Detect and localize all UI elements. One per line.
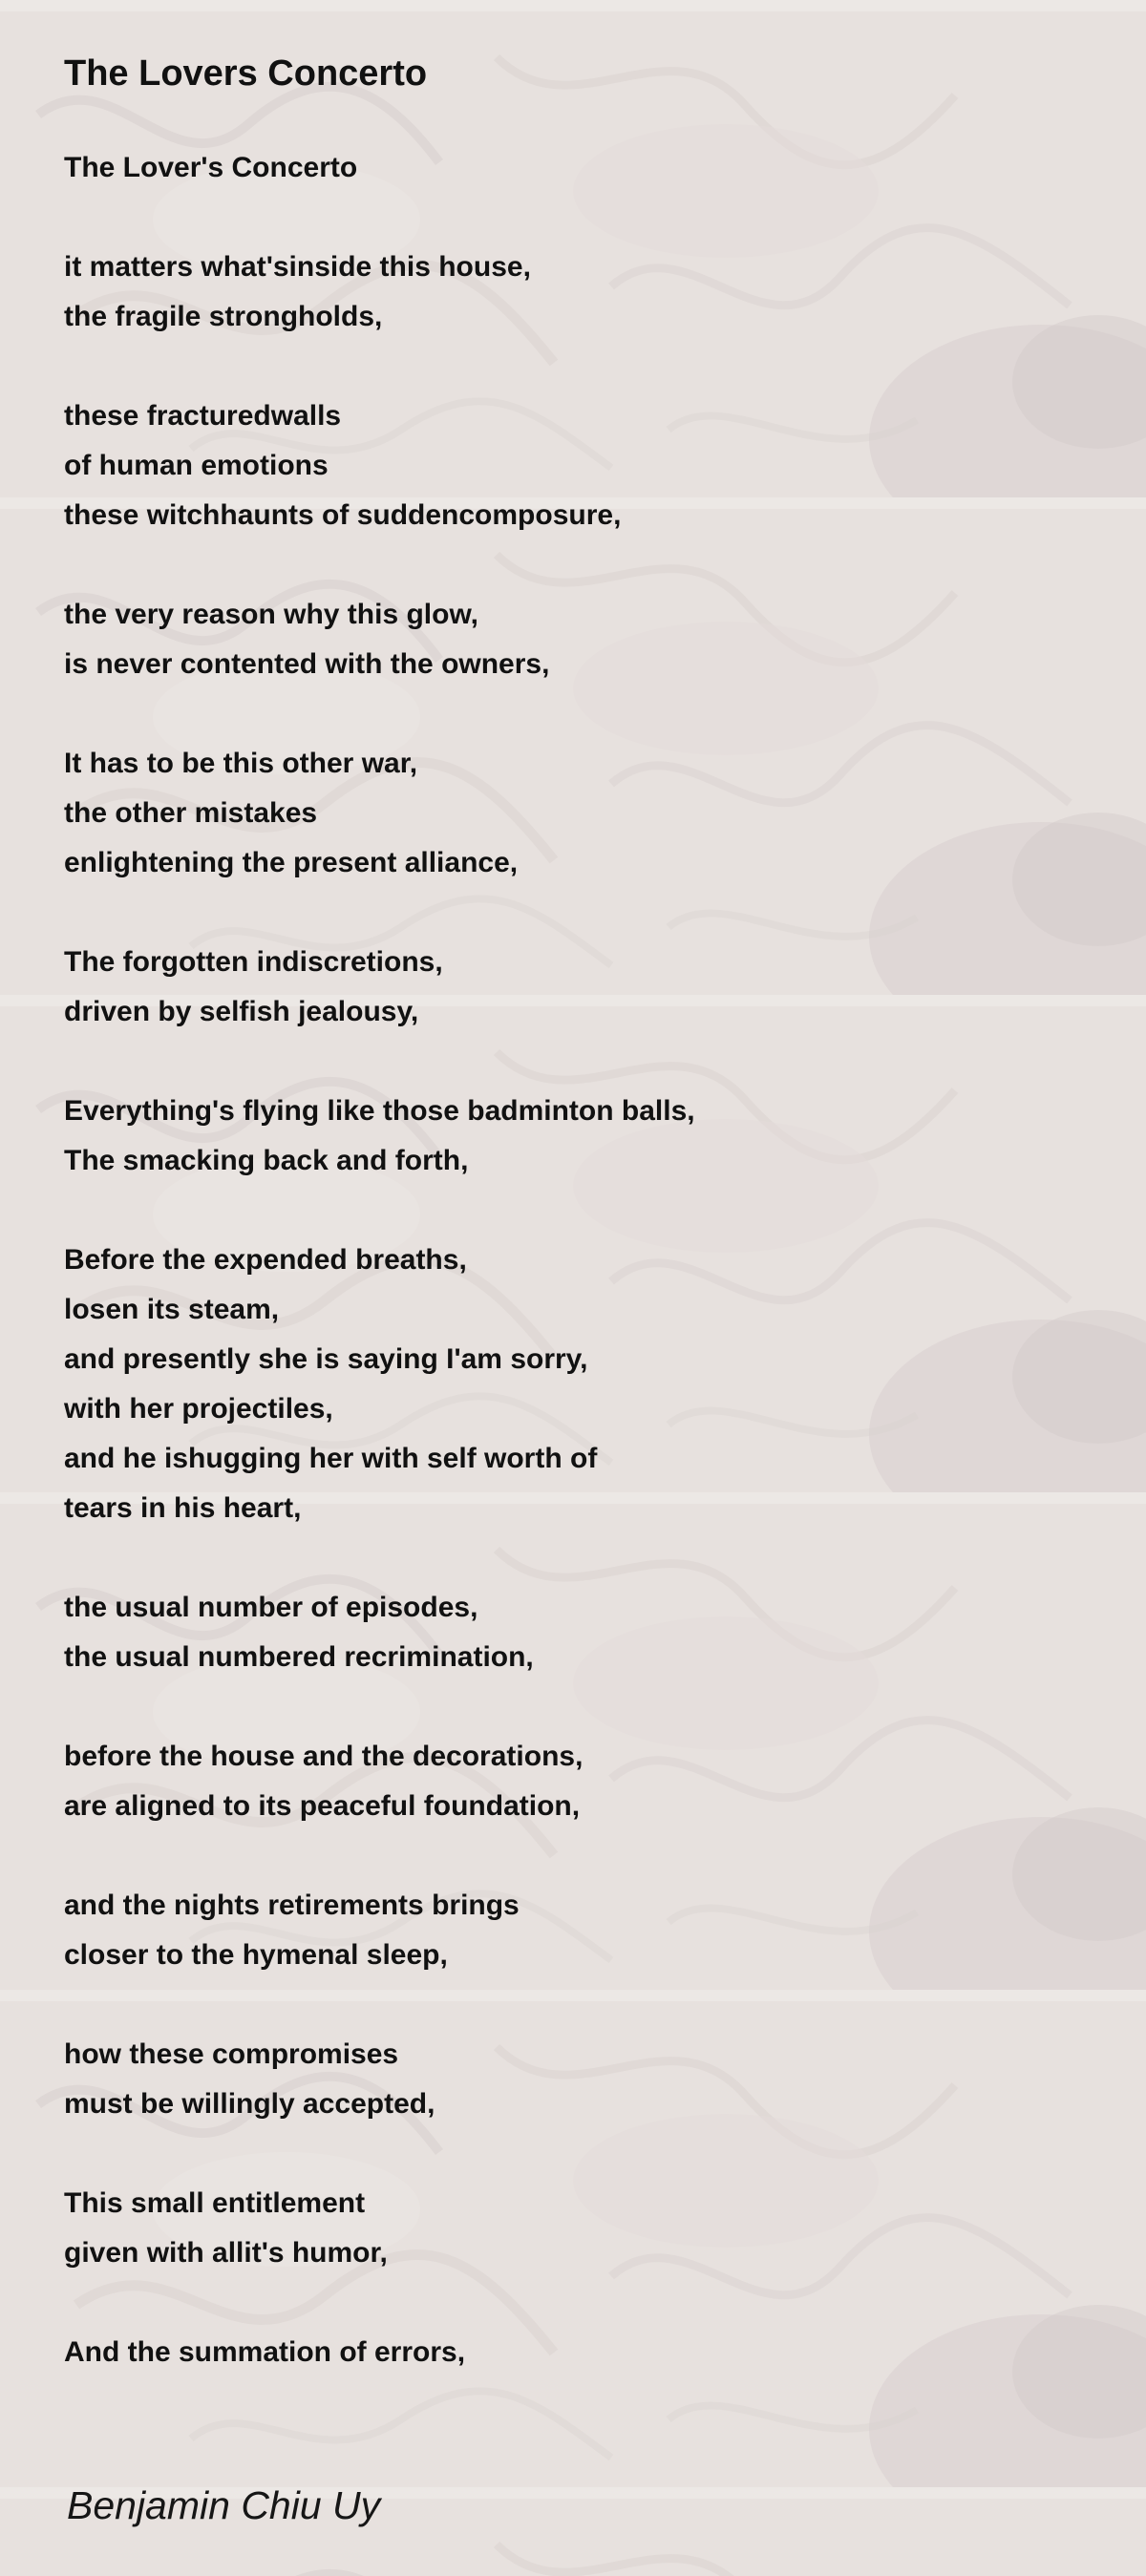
poem-line: losen its steam, xyxy=(64,1294,280,1325)
poem-line: Before the expended breaths, xyxy=(64,1244,467,1276)
poem-line: and he ishugging her with self worth of xyxy=(64,1443,598,1474)
poem-body xyxy=(64,143,695,2377)
poem-line: The Lover's Concerto xyxy=(64,152,358,183)
poem-line: the very reason why this glow, xyxy=(64,599,479,630)
poem-line: closer to the hymenal sleep, xyxy=(64,1939,448,1971)
poem-line: of human emotions xyxy=(64,450,329,481)
poem-line: and presently she is saying I'am sorry, xyxy=(64,1343,588,1375)
poem-line: it matters what'sinside this house, xyxy=(64,251,531,283)
poem-line: the usual number of episodes, xyxy=(64,1592,478,1623)
poem-author: Benjamin Chiu Uy xyxy=(67,2483,381,2527)
poem-line: must be willingly accepted, xyxy=(64,2088,435,2120)
poem-line: these fracturedwalls xyxy=(64,400,342,432)
poem-line: the fragile strongholds, xyxy=(64,301,383,332)
stanza-break xyxy=(64,2129,695,2179)
poem-line: how these compromises xyxy=(64,2038,399,2070)
poem-line: with her projectiles, xyxy=(64,1393,333,1425)
stanza-break xyxy=(64,1533,695,1583)
poem-line: The forgotten indiscretions, xyxy=(64,946,443,978)
stanza-break xyxy=(64,1037,695,1087)
stanza-break xyxy=(64,1980,695,2030)
stanza-break xyxy=(64,540,695,590)
stanza-break xyxy=(64,1186,695,1235)
stanza-break xyxy=(64,689,695,739)
poem-line: The smacking back and forth, xyxy=(64,1145,469,1176)
poem-line: the other mistakes xyxy=(64,797,318,829)
stanza-break xyxy=(64,1831,695,1881)
poem-line: enlightening the present alliance, xyxy=(64,847,519,878)
stanza-break xyxy=(64,342,695,391)
poem-line: before the house and the decorations, xyxy=(64,1741,584,1772)
poem-line: It has to be this other war, xyxy=(64,748,418,779)
poem-line: This small entitlement xyxy=(64,2187,366,2219)
poem-line: tears in his heart, xyxy=(64,1492,302,1524)
poem-line: Everything's flying like those badminton balls, xyxy=(64,1095,695,1127)
poem-line: are aligned to its peaceful foundation, xyxy=(64,1790,581,1822)
poem-line: and the nights retirements brings xyxy=(64,1890,520,1921)
stanza-break xyxy=(64,888,695,938)
stanza-break xyxy=(64,193,695,243)
poem-line: these witchhaunts of suddencomposure, xyxy=(64,499,622,531)
poem-line: is never contented with the owners, xyxy=(64,648,550,680)
poem-line: And the summation of errors, xyxy=(64,2336,466,2368)
poem-title: The Lovers Concerto xyxy=(64,53,428,94)
poem-line: given with allit's humor, xyxy=(64,2237,388,2269)
poem-line: the usual numbered recrimination, xyxy=(64,1641,534,1673)
poem-line: driven by selfish jealousy, xyxy=(64,996,419,1027)
stanza-break xyxy=(64,2278,695,2328)
stanza-break xyxy=(64,1682,695,1732)
